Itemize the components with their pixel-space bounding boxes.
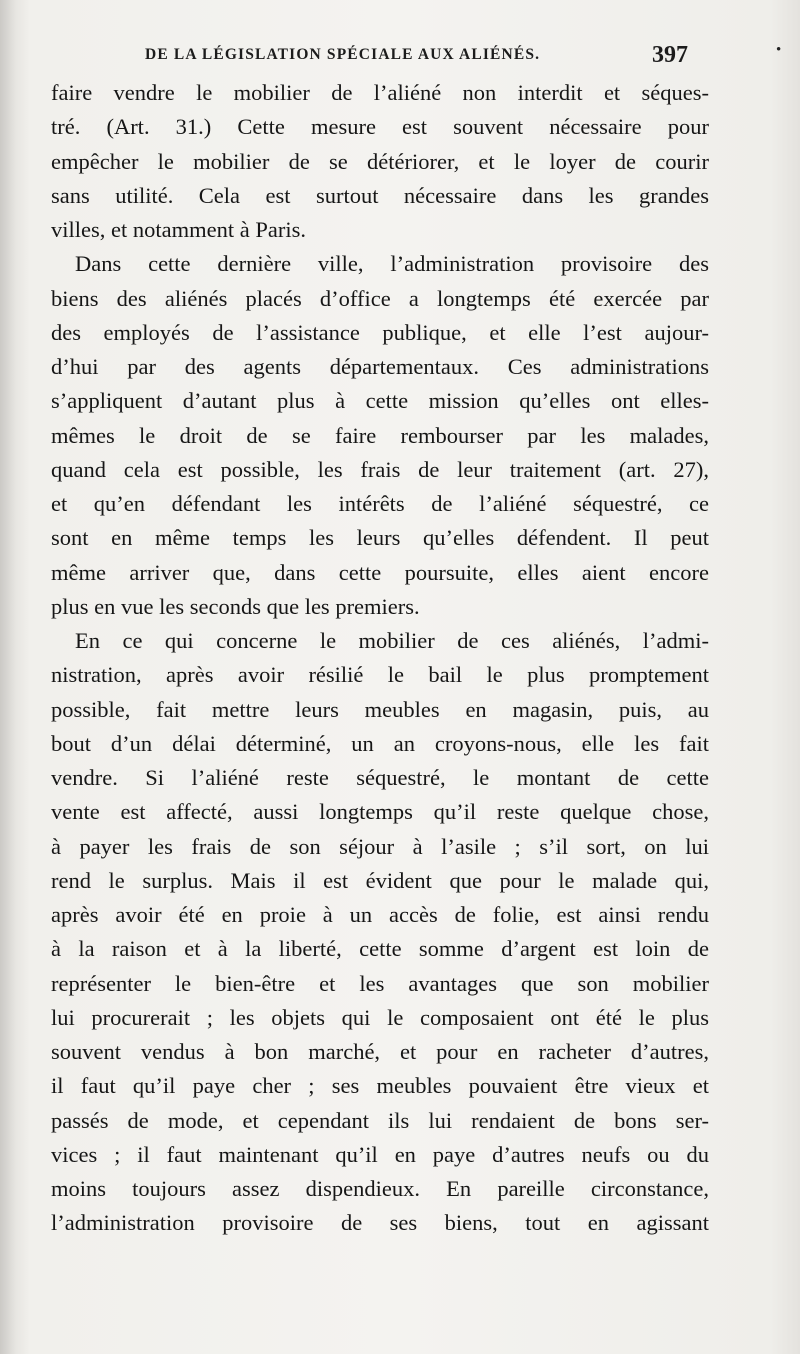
text-line: lui procurerait ; les objets qui le composaient ont été le plus [51,1004,709,1030]
text-line: quand cela est possible, les frais de leur traitement (art. 27), [51,456,709,482]
text-line: et qu’en défendant les intérêts de l’aliéné séquestré, ce [51,491,709,516]
body-text [51,76,709,1241]
text-line: villes, et notamment à Paris. [51,217,306,242]
text-line: même arriver que, dans cette poursuite, elles aient encore [51,559,709,585]
text-line: passés de mode, et cependant ils lui rendaient de bons ser- [51,1107,709,1133]
margin-mark: • [776,42,782,58]
text-line: à payer les frais de son séjour à l’asile ; s’il sort, on lui [51,833,709,859]
text-line: tré. (Art. 31.) Cette mesure est souvent nécessaire pour [51,114,709,140]
text-line: mêmes le droit de se faire rembourser par les malades, [51,422,709,448]
binding-shadow [0,0,16,1354]
text-line: bout d’un délai déterminé, un an croyons-nous, elle les fait [51,730,709,756]
text-line: vente est affecté, aussi longtemps qu’il reste quelque chose, [51,799,709,825]
text-line: des employés de l’assistance publique, et elle l’est aujour- [51,319,709,345]
text-line: s’appliquent d’autant plus à cette mission qu’elles ont elles- [51,388,709,414]
text-line: après avoir été en proie à un accès de folie, est ainsi rendu [51,902,709,927]
text-line: vendre. Si l’aliéné reste séquestré, le montant de cette [51,765,709,790]
running-title: DE LA LÉGISLATION SPÉCIALE AUX ALIÉNÉS. [145,46,541,63]
text-line: représenter le bien-être et les avantages que son mobilier [51,970,709,996]
text-line: il faut qu’il paye cher ; ses meubles pouvaient être vieux et [51,1073,709,1099]
text-line: faire vendre le mobilier de l’aliéné non interdit et séques- [51,80,709,105]
page-number: 397 [652,42,688,68]
text-line: rend le surplus. Mais il est évident que pour le malade qui, [51,867,709,893]
text-line: sans utilité. Cela est surtout nécessaire dans les grandes [51,182,709,208]
text-line: biens des aliénés placés d’office a longtemps été exercée par [51,285,709,311]
text-line: d’hui par des agents départementaux. Ces administrations [51,354,709,379]
text-line: plus en vue les seconds que les premiers. [51,593,420,619]
text-line: Dans cette dernière ville, l’administration provisoire des [75,251,709,277]
text-line: à la raison et à la liberté, cette somme d’argent est loin de [51,936,709,962]
text-line: souvent vendus à bon marché, et pour en racheter d’autres, [51,1039,709,1064]
text-line: moins toujours assez dispendieux. En pareille circonstance, [51,1176,709,1201]
text-line: vices ; il faut maintenant qu’il en paye d’autres neufs ou du [51,1141,709,1167]
text-line: nistration, après avoir résilié le bail le plus promptement [51,662,709,688]
text-line: En ce qui concerne le mobilier de ces aliénés, l’admi- [75,628,709,653]
text-line: possible, fait mettre leurs meubles en magasin, puis, au [51,696,709,722]
text-line: sont en même temps les leurs qu’elles défendent. Il peut [51,525,709,551]
page-header [0,42,800,78]
text-line: empêcher le mobilier de se détériorer, et le loyer de courir [51,148,709,174]
text-line: l’administration provisoire de ses biens, tout en agissant [51,1210,709,1236]
